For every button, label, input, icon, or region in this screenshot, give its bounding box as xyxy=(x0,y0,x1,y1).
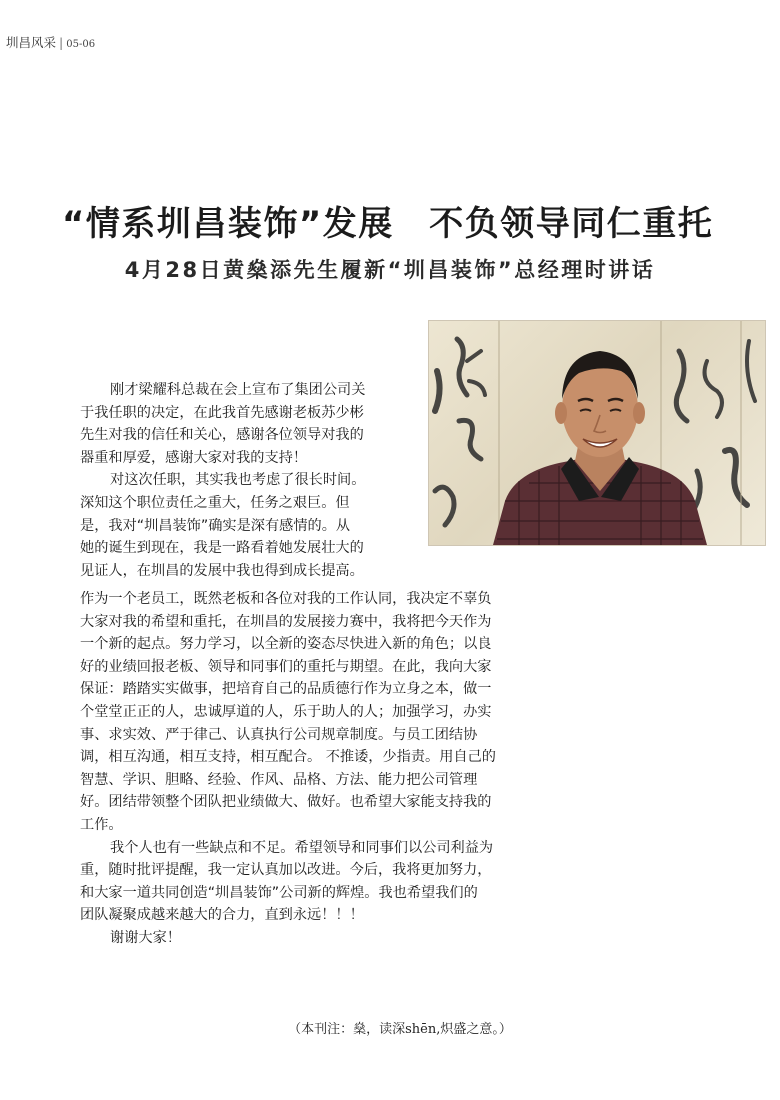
left-ear xyxy=(555,402,567,424)
body-line: 智慧、学识、胆略、经验、作风、品格、方法、能力把公司管理 xyxy=(80,771,478,788)
body-line: 深知这个职位责任之重大，任务之艰巨。但 xyxy=(80,494,350,511)
article-body-bottom xyxy=(80,588,540,950)
body-line: 和大家一道共同创造“圳昌装饰”公司新的辉煌。我也希望我们的 xyxy=(80,884,478,901)
body-line: 一个新的起点。努力学习，以全新的姿态尽快进入新的角色；以良 xyxy=(80,636,492,653)
portrait-photo xyxy=(428,320,766,546)
body-line: 好的业绩回报老板、领导和同事们的重托与期望。在此，我向大家 xyxy=(80,658,492,675)
body-line: 好。团结带领整个团队把业绩做大、做好。也希望大家能支持我的 xyxy=(80,794,492,811)
article-subtitle: 4月28日黄燊添先生履新“圳昌装饰”总经理时讲话 xyxy=(124,258,656,282)
body-line: 事、求实效、严于律己、认真执行公司规章制度。与员工团结协 xyxy=(80,726,478,743)
body-line: 作为一个老员工，既然老板和各位对我的工作认同，我决定不辜负 xyxy=(80,591,492,607)
body-line: 是，我对“圳昌装饰”确实是深有感情的。从 xyxy=(80,517,351,534)
body-line: 团队凝聚成越来越大的合力，直到永远！！！ xyxy=(80,907,364,924)
body-line: 器重和厚爱，感谢大家对我的支持！ xyxy=(80,449,308,466)
body-line: 谢谢大家！ xyxy=(110,929,181,946)
article-body-top xyxy=(80,379,410,582)
page-header xyxy=(6,33,95,51)
body-line: 她的诞生到现在，我是一路看着她发展壮大的 xyxy=(80,540,364,557)
body-line: 我个人也有一些缺点和不足。希望领导和同事们以公司利益为 xyxy=(110,839,494,856)
body-line: 保证：踏踏实实做事，把培育自己的品质德行作为立身之本，做一 xyxy=(80,681,492,698)
body-line: 工作。 xyxy=(80,816,123,833)
page-numbers: 05-06 xyxy=(66,39,96,50)
portrait-illustration xyxy=(429,321,765,545)
body-line: 刚才梁耀科总裁在会上宣布了集团公司关 xyxy=(110,382,366,398)
body-line: 见证人，在圳昌的发展中我也得到成长提高。 xyxy=(80,562,364,579)
body-line: 对这次任职，其实我也考虑了很长时间。 xyxy=(110,472,366,489)
header-divider: | xyxy=(59,35,64,50)
section-name: 圳昌风采 xyxy=(6,35,57,50)
editor-note: （本刊注：燊，读深shēn,炽盛之意。） xyxy=(288,1022,512,1037)
right-ear xyxy=(633,402,645,424)
body-line: 调，相互沟通，相互支持，相互配合。 不推诿，少指责。用自己的 xyxy=(80,749,496,766)
body-line: 个堂堂正正的人，忠诚厚道的人，乐于助人的人；加强学习，办实 xyxy=(80,703,492,720)
body-line: 重，随时批评提醒，我一定认真加以改进。今后，我将更加努力， xyxy=(80,862,492,879)
article-title: “情系圳昌装饰”发展 不负领导同仁重托 xyxy=(62,204,714,244)
body-line: 于我任职的决定，在此我首先感谢老板苏少彬 xyxy=(80,404,364,421)
body-line: 大家对我的希望和重托，在圳昌的发展接力赛中，我将把今天作为 xyxy=(80,613,492,630)
body-line: 先生对我的信任和关心，感谢各位领导对我的 xyxy=(80,427,364,444)
